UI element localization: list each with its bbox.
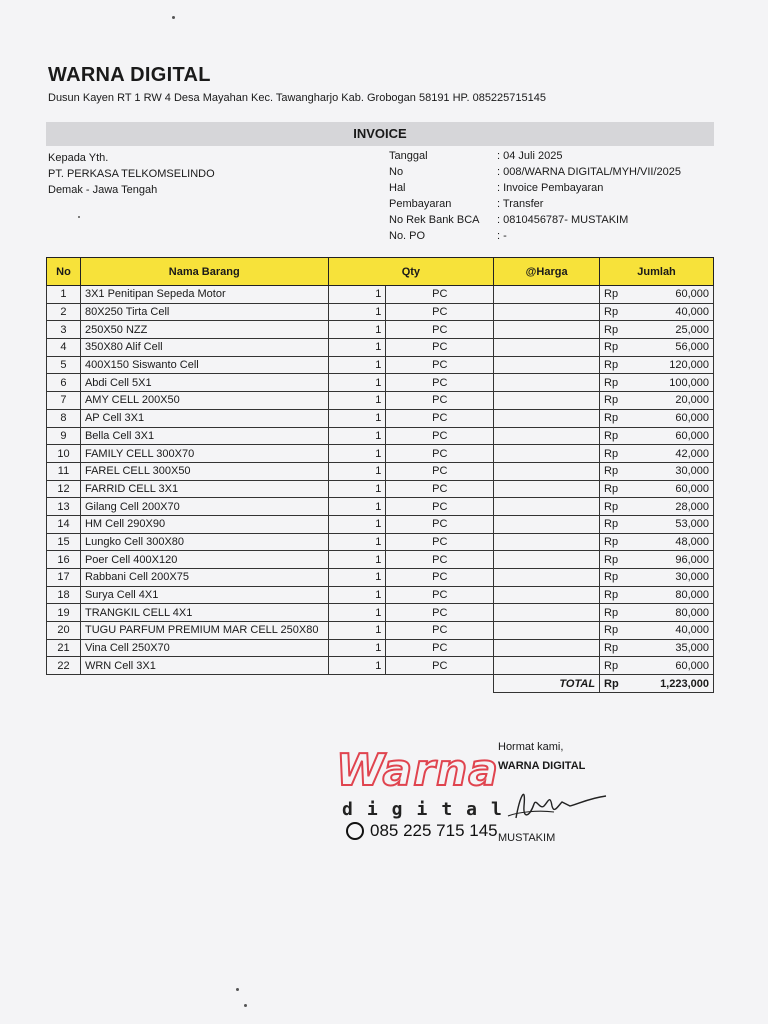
cell-item-name: Rabbani Cell 200X75	[80, 569, 328, 587]
cell-currency: Rp	[600, 445, 632, 463]
cell-item-name: 3X1 Penitipan Sepeda Motor	[80, 286, 328, 304]
table-row	[47, 604, 714, 622]
table-row	[47, 286, 714, 304]
table-row	[47, 551, 714, 569]
cell-price	[494, 427, 600, 445]
meta-label: No	[389, 166, 404, 178]
cell-item-name: 80X250 Tirta Cell	[80, 303, 328, 321]
cell-no: 16	[47, 551, 81, 569]
cell-price	[494, 321, 600, 339]
meta-row	[389, 196, 681, 212]
cell-item-name: HM Cell 290X90	[80, 515, 328, 533]
cell-qty: 1	[328, 533, 386, 551]
cell-price	[494, 515, 600, 533]
cell-item-name: 400X150 Siswanto Cell	[80, 356, 328, 374]
cell-currency: Rp	[600, 339, 632, 357]
table-row	[47, 515, 714, 533]
cell-currency: Rp	[600, 462, 632, 480]
cell-item-name: FARRID CELL 3X1	[80, 480, 328, 498]
cell-unit: PC	[386, 374, 494, 392]
cell-unit: PC	[386, 533, 494, 551]
cell-no: 8	[47, 409, 81, 427]
cell-no: 21	[47, 639, 81, 657]
cell-currency: Rp	[600, 427, 632, 445]
cell-qty: 1	[328, 392, 386, 410]
table-row	[47, 356, 714, 374]
cell-amount: 28,000	[632, 498, 714, 516]
meta-label: Tanggal	[389, 150, 428, 162]
recipient-company: PT. PERKASA TELKOMSELINDO	[48, 168, 215, 180]
cell-item-name: Poer Cell 400X120	[80, 551, 328, 569]
table-row	[47, 498, 714, 516]
meta-value: : Transfer	[497, 198, 544, 210]
total-label: TOTAL	[494, 675, 600, 693]
cell-no: 17	[47, 569, 81, 587]
table-row	[47, 321, 714, 339]
cell-qty: 1	[328, 515, 386, 533]
cell-item-name: Abdi Cell 5X1	[80, 374, 328, 392]
meta-value: : 04 Juli 2025	[497, 150, 563, 162]
cell-qty: 1	[328, 374, 386, 392]
cell-unit: PC	[386, 356, 494, 374]
closing-block	[498, 738, 585, 776]
cell-item-name: Vina Cell 250X70	[80, 639, 328, 657]
cell-no: 10	[47, 445, 81, 463]
cell-unit: PC	[386, 339, 494, 357]
cell-item-name: Surya Cell 4X1	[80, 586, 328, 604]
cell-unit: PC	[386, 498, 494, 516]
total-currency: Rp	[600, 675, 632, 693]
meta-label: No Rek Bank BCA	[389, 214, 480, 226]
meta-row	[389, 164, 681, 180]
cell-currency: Rp	[600, 569, 632, 587]
cell-no: 22	[47, 657, 81, 675]
cell-no: 13	[47, 498, 81, 516]
cell-currency: Rp	[600, 409, 632, 427]
cell-qty: 1	[328, 551, 386, 569]
cell-amount: 53,000	[632, 515, 714, 533]
cell-currency: Rp	[600, 286, 632, 304]
table-row	[47, 657, 714, 675]
cell-amount: 25,000	[632, 321, 714, 339]
cell-no: 3	[47, 321, 81, 339]
cell-price	[494, 445, 600, 463]
paper-speck	[236, 988, 239, 991]
company-name: WARNA DIGITAL	[48, 64, 211, 86]
cell-amount: 42,000	[632, 445, 714, 463]
cell-unit: PC	[386, 622, 494, 640]
cell-unit: PC	[386, 409, 494, 427]
cell-item-name: WRN Cell 3X1	[80, 657, 328, 675]
cell-no: 9	[47, 427, 81, 445]
cell-price	[494, 604, 600, 622]
cell-item-name: 350X80 Alif Cell	[80, 339, 328, 357]
cell-unit: PC	[386, 657, 494, 675]
cell-currency: Rp	[600, 374, 632, 392]
cell-qty: 1	[328, 480, 386, 498]
meta-value: : -	[497, 230, 507, 242]
cell-unit: PC	[386, 480, 494, 498]
cell-amount: 60,000	[632, 657, 714, 675]
handwritten-signature	[478, 776, 618, 836]
stamp-phone	[346, 821, 498, 841]
cell-qty: 1	[328, 427, 386, 445]
cell-amount: 60,000	[632, 286, 714, 304]
cell-amount: 30,000	[632, 462, 714, 480]
cell-price	[494, 392, 600, 410]
cell-qty: 1	[328, 339, 386, 357]
cell-no: 19	[47, 604, 81, 622]
cell-no: 2	[47, 303, 81, 321]
cell-currency: Rp	[600, 533, 632, 551]
cell-unit: PC	[386, 427, 494, 445]
closing-company: WARNA DIGITAL	[498, 760, 586, 772]
cell-qty: 1	[328, 462, 386, 480]
cell-qty: 1	[328, 498, 386, 516]
cell-item-name: AP Cell 3X1	[80, 409, 328, 427]
signer-name: MUSTAKIM	[498, 832, 556, 844]
cell-amount: 56,000	[632, 339, 714, 357]
cell-unit: PC	[386, 462, 494, 480]
meta-label: Pembayaran	[389, 198, 452, 210]
meta-value: : 008/WARNA DIGITAL/MYH/VII/2025	[497, 166, 682, 178]
cell-unit: PC	[386, 639, 494, 657]
meta-row	[389, 180, 681, 196]
table-row	[47, 303, 714, 321]
cell-item-name: Gilang Cell 200X70	[80, 498, 328, 516]
invoice-meta	[389, 148, 681, 244]
cell-amount: 30,000	[632, 569, 714, 587]
cell-item-name: TRANGKIL CELL 4X1	[80, 604, 328, 622]
company-address: Dusun Kayen RT 1 RW 4 Desa Mayahan Kec. Tawangharjo Kab. Grobogan 58191 HP. 085225715145	[48, 92, 546, 104]
cell-unit: PC	[386, 551, 494, 569]
cell-price	[494, 639, 600, 657]
items-table	[46, 257, 714, 693]
cell-price	[494, 462, 600, 480]
cell-price	[494, 533, 600, 551]
total-amount: 1,223,000	[632, 675, 714, 693]
paper-speck	[78, 216, 80, 218]
table-row	[47, 409, 714, 427]
cell-price	[494, 586, 600, 604]
cell-price	[494, 657, 600, 675]
cell-price	[494, 498, 600, 516]
table-row	[47, 622, 714, 640]
header-no: No	[47, 258, 81, 286]
cell-unit: PC	[386, 569, 494, 587]
header-name: Nama Barang	[80, 258, 328, 286]
table-row	[47, 569, 714, 587]
cell-price	[494, 569, 600, 587]
cell-price	[494, 480, 600, 498]
cell-price	[494, 409, 600, 427]
cell-currency: Rp	[600, 604, 632, 622]
cell-amount: 48,000	[632, 533, 714, 551]
stamp-sub-word: digital	[342, 799, 516, 820]
cell-currency: Rp	[600, 392, 632, 410]
paper-speck	[172, 16, 175, 19]
cell-amount: 20,000	[632, 392, 714, 410]
cell-no: 4	[47, 339, 81, 357]
cell-no: 18	[47, 586, 81, 604]
recipient-greeting: Kepada Yth.	[48, 152, 109, 164]
cell-qty: 1	[328, 356, 386, 374]
table-row	[47, 392, 714, 410]
cell-amount: 120,000	[632, 356, 714, 374]
cell-currency: Rp	[600, 657, 632, 675]
recipient-block	[48, 150, 215, 198]
cell-no: 20	[47, 622, 81, 640]
cell-price	[494, 303, 600, 321]
cell-unit: PC	[386, 286, 494, 304]
cell-qty: 1	[328, 586, 386, 604]
cell-no: 7	[47, 392, 81, 410]
cell-item-name: Bella Cell 3X1	[80, 427, 328, 445]
cell-item-name: 250X50 NZZ	[80, 321, 328, 339]
cell-price	[494, 356, 600, 374]
whatsapp-icon	[346, 822, 364, 840]
cell-currency: Rp	[600, 515, 632, 533]
header-amount: Jumlah	[600, 258, 714, 286]
cell-no: 11	[47, 462, 81, 480]
cell-amount: 100,000	[632, 374, 714, 392]
cell-no: 6	[47, 374, 81, 392]
cell-amount: 80,000	[632, 586, 714, 604]
cell-unit: PC	[386, 445, 494, 463]
cell-currency: Rp	[600, 480, 632, 498]
cell-unit: PC	[386, 515, 494, 533]
cell-price	[494, 374, 600, 392]
cell-currency: Rp	[600, 356, 632, 374]
cell-amount: 35,000	[632, 639, 714, 657]
cell-item-name: FAMILY CELL 300X70	[80, 445, 328, 463]
cell-amount: 80,000	[632, 604, 714, 622]
cell-price	[494, 622, 600, 640]
cell-currency: Rp	[600, 303, 632, 321]
cell-qty: 1	[328, 409, 386, 427]
table-row	[47, 339, 714, 357]
cell-qty: 1	[328, 303, 386, 321]
table-row	[47, 586, 714, 604]
header-qty: Qty	[328, 258, 494, 286]
table-header-row	[47, 258, 714, 286]
meta-row	[389, 148, 681, 164]
invoice-title: INVOICE	[46, 122, 714, 146]
closing-greeting: Hormat kami,	[498, 741, 564, 753]
table-row	[47, 374, 714, 392]
cell-qty: 1	[328, 622, 386, 640]
cell-no: 5	[47, 356, 81, 374]
meta-label: No. PO	[389, 230, 426, 242]
cell-no: 1	[47, 286, 81, 304]
cell-currency: Rp	[600, 622, 632, 640]
cell-amount: 60,000	[632, 480, 714, 498]
table-row	[47, 445, 714, 463]
cell-unit: PC	[386, 604, 494, 622]
cell-no: 15	[47, 533, 81, 551]
meta-label: Hal	[389, 182, 406, 194]
header-price: @Harga	[494, 258, 600, 286]
cell-qty: 1	[328, 639, 386, 657]
meta-row	[389, 212, 681, 228]
cell-qty: 1	[328, 321, 386, 339]
cell-amount: 60,000	[632, 427, 714, 445]
paper-speck	[244, 1004, 247, 1007]
cell-unit: PC	[386, 586, 494, 604]
cell-qty: 1	[328, 445, 386, 463]
recipient-location: Demak - Jawa Tengah	[48, 184, 158, 196]
cell-currency: Rp	[600, 321, 632, 339]
cell-unit: PC	[386, 392, 494, 410]
cell-amount: 96,000	[632, 551, 714, 569]
table-row	[47, 462, 714, 480]
cell-item-name: FAREL CELL 300X50	[80, 462, 328, 480]
stamp-phone-number: 085 225 715 145	[370, 821, 498, 840]
cell-qty: 1	[328, 604, 386, 622]
meta-value: : 0810456787- MUSTAKIM	[497, 214, 629, 226]
cell-unit: PC	[386, 303, 494, 321]
cell-currency: Rp	[600, 639, 632, 657]
cell-item-name: TUGU PARFUM PREMIUM MAR CELL 250X80	[80, 622, 328, 640]
table-row	[47, 533, 714, 551]
table-row	[47, 480, 714, 498]
cell-currency: Rp	[600, 586, 632, 604]
cell-amount: 40,000	[632, 303, 714, 321]
stamp-logo-word: Warna	[336, 745, 499, 796]
cell-no: 14	[47, 515, 81, 533]
cell-amount: 60,000	[632, 409, 714, 427]
cell-currency: Rp	[600, 551, 632, 569]
cell-qty: 1	[328, 569, 386, 587]
cell-no: 12	[47, 480, 81, 498]
total-row	[47, 675, 714, 693]
cell-item-name: AMY CELL 200X50	[80, 392, 328, 410]
meta-row	[389, 228, 681, 244]
meta-value: : Invoice Pembayaran	[497, 182, 604, 194]
cell-unit: PC	[386, 321, 494, 339]
cell-price	[494, 286, 600, 304]
table-row	[47, 427, 714, 445]
cell-item-name: Lungko Cell 300X80	[80, 533, 328, 551]
cell-currency: Rp	[600, 498, 632, 516]
cell-qty: 1	[328, 286, 386, 304]
table-row	[47, 639, 714, 657]
cell-qty: 1	[328, 657, 386, 675]
cell-price	[494, 551, 600, 569]
cell-price	[494, 339, 600, 357]
cell-amount: 40,000	[632, 622, 714, 640]
